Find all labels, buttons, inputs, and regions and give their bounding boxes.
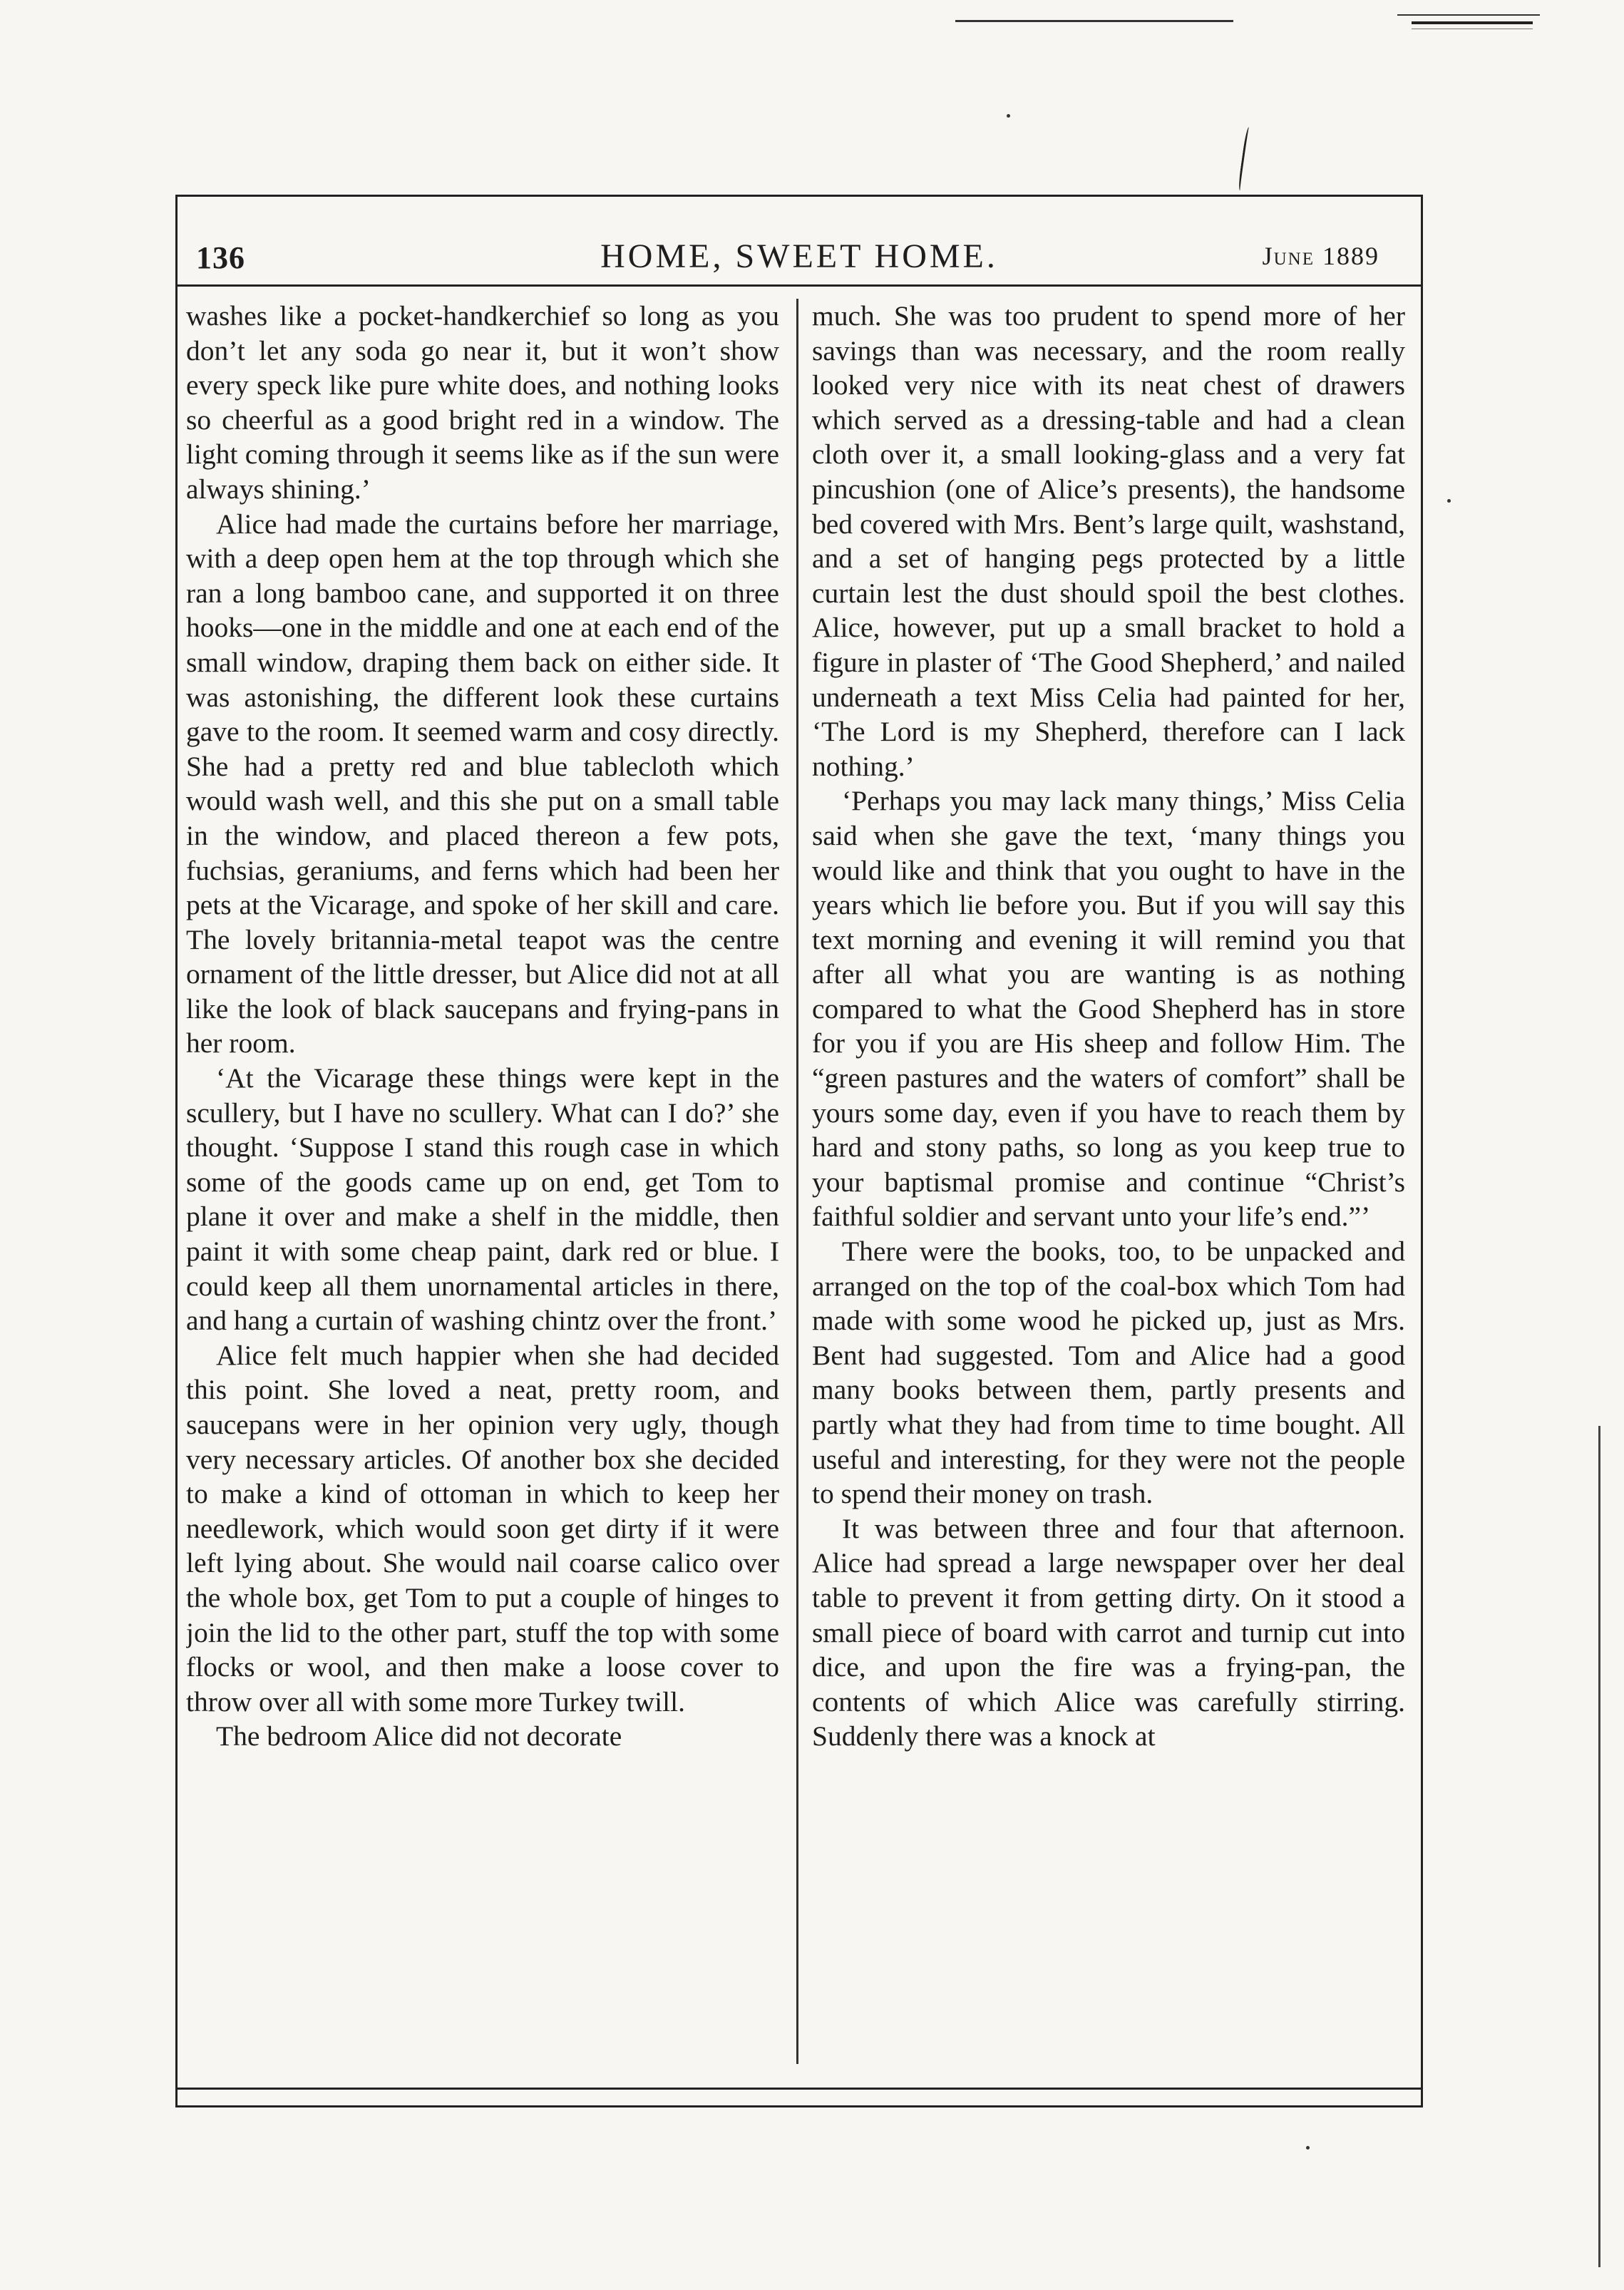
top-margin-rule bbox=[955, 20, 1233, 22]
paragraph: much. She was too prudent to spend more of her savings than was necessary, and the room really looked very nice with its neat chest of drawers which served as a dressing-table and had a clean cloth over it, a small looking-glass and a very fat pincushion (one of Alice’s presents), the handsome bed covered with Mrs. Bent’s large quilt, washstand, and a set of hanging pegs protected by a little curtain lest the dust should spoil the best clothes. Alice, however, put up a small bracket to hold a figure in plaster of ‘The Good Shepherd,’ and nailed underneath a text Miss Celia had painted for her, ‘The Lord is my Shepherd, therefore can I lack nothing.’ bbox=[812, 300, 1405, 782]
running-title: HOME, SWEET HOME. bbox=[600, 237, 998, 275]
paragraph: It was between three and four that afternoon. Alice had spread a large newspaper over her deal table to prevent it from getting dirty. On it stood a small piece of board with carrot and turnip cut into dice, and upon the fire was a frying-pan, the contents of which Alice was carefully stirring. Suddenly there was a knock at bbox=[812, 1512, 1405, 1752]
page-number: 136 bbox=[196, 240, 245, 275]
ink-speck bbox=[1447, 499, 1451, 503]
left-column bbox=[186, 299, 779, 2051]
paragraph: There were the books, too, to be unpacked and arranged on the top of the coal-box which Tom had made with some wood he picked up, just as Mrs. Bent had suggested. Tom and Alice had a good many books between them, partly presents and partly what they had from time to time bought. All useful and interesting, for they were not the people to spend their money on trash. bbox=[812, 1236, 1405, 1510]
right-column bbox=[812, 299, 1405, 2051]
issue-date: June 1889 bbox=[1262, 242, 1379, 270]
edge-mark bbox=[1595, 1426, 1600, 2267]
paragraph: Alice had made the curtains before her marriage, with a deep open hem at the top through which she ran a long bamboo cane, and supported it on three hooks—one in the middle and one at each end of the small window, draping them back on either side. It was astonishing, the different look these curtains gave to the room. It seemed warm and cosy directly. She had a pretty red and blue tablecloth which would wash well, and this she put on a small table in the window, and placed thereon a few pots, fuchsias, geraniums, and ferns which had been her pets at the Vicarage, and spoke of her skill and care. The lovely britannia-metal teapot was the centre ornament of the little dresser, but Alice did not at all like the look of black saucepans and frying-pans in her room. bbox=[186, 508, 779, 1059]
ink-speck bbox=[1306, 2146, 1310, 2150]
page-header bbox=[178, 197, 1421, 287]
paragraph: ‘At the Vicarage these things were kept in the scullery, but I have no scullery. What can I do?’ she thought. ‘Suppose I stand this rough case in which some of the goods came up on end, get Tom to plane it over and make a shelf in the middle, then paint it with some cheap paint, dark red or blue. I could keep all them unornamental articles in there, and hang a curtain of washing chintz over the front.’ bbox=[186, 1062, 779, 1337]
top-margin-rule bbox=[1397, 14, 1540, 16]
paragraph: ‘Perhaps you may lack many things,’ Miss Celia said when she gave the text, ‘many things you would like and think that you ought to have in the years which lie before you. But if you will say this text morning and evening it will remind you that after all what you are wanting is as nothing compared to what the Good Shepherd has in store for you if you are His sheep and follow Him. The “green pastures and the waters of comfort” shall be yours some day, even if you have to reach them by hard and stony paths, so long as you keep true to your baptismal promise and continue “Christ’s faithful soldier and servant unto your life’s end.”’ bbox=[812, 785, 1405, 1233]
top-margin-rule bbox=[1412, 21, 1533, 24]
paragraph: washes like a pocket-handkerchief so long as you don’t let any soda go near it, but it won’t show every speck like pure white does, and nothing looks so cheerful as a good bright red in a window. The light coming through it seems like as if the sun were always shining.’ bbox=[186, 300, 779, 505]
ink-speck bbox=[1007, 114, 1010, 118]
paragraph: The bedroom Alice did not decorate bbox=[216, 1720, 622, 1752]
pen-mark bbox=[1238, 127, 1253, 191]
page-frame bbox=[175, 195, 1423, 2107]
column-divider bbox=[796, 299, 798, 2064]
paragraph: Alice felt much happier when she had decided this point. She loved a neat, pretty room, and saucepans were in her opinion very ugly, though very necessary articles. Of another box she decided to make a kind of ottoman in which to keep her needlework, which would soon get dirty if it were left lying about. She would nail coarse calico over the whole box, get Tom to put a couple of hinges to join the lid to the other part, stuff the top with some flocks or wool, and then make a loose cover to throw over all with some more Turkey twill. bbox=[186, 1339, 779, 1718]
bottom-rule bbox=[178, 2088, 1421, 2090]
